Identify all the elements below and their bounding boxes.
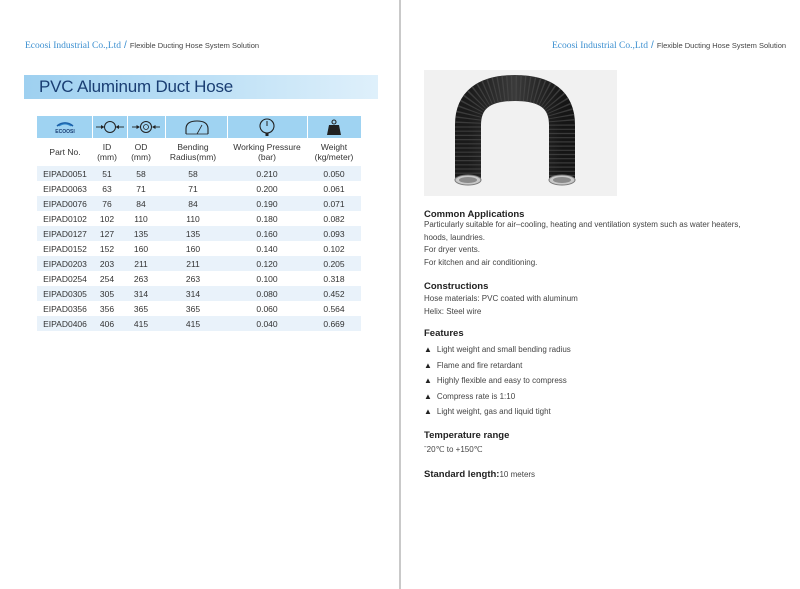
- cell-wt: 0.050: [323, 168, 345, 179]
- table-row: [37, 241, 361, 256]
- table-row: [37, 316, 361, 331]
- col-weight-label: Weight: [320, 142, 348, 152]
- col-part-no-label: Part No.: [49, 147, 81, 157]
- cell-od: 58: [136, 168, 146, 179]
- table-row: [37, 211, 361, 226]
- company-name: Ecoosi Industrial Co.,Ltd: [25, 41, 122, 51]
- left-page: [0, 0, 399, 589]
- cell-part: EIPAD0102: [43, 213, 87, 224]
- cell-wp: 0.080: [256, 288, 278, 299]
- cell-wt: 0.452: [323, 288, 345, 299]
- cell-id: 203: [99, 258, 115, 269]
- feature-text: Compress rate is 1:10: [436, 391, 516, 401]
- header-tagline: Flexible Ducting Hose System Solution: [656, 41, 787, 50]
- cell-bend: 84: [188, 198, 198, 209]
- applications-line: Particularly suitable for air–cooling, heating and ventilation system such as water heaters,: [424, 220, 741, 229]
- cell-part: EIPAD0152: [43, 243, 87, 254]
- table-row: [37, 166, 361, 181]
- triangle-bullet-icon: ▲: [424, 360, 432, 370]
- col-id-label: ID: [102, 142, 112, 152]
- cell-id: 152: [99, 243, 115, 254]
- product-photo: [424, 70, 617, 196]
- constructions-line: Hose materials: PVC coated with aluminum: [424, 294, 578, 303]
- temperature-title: Temperature range: [424, 430, 510, 441]
- brand-mark-text: ECOOSI: [54, 129, 75, 135]
- cell-id: 356: [99, 303, 115, 314]
- feature-text: Highly flexible and easy to compress: [436, 376, 567, 386]
- feature-text: Flame and fire retardant: [436, 360, 523, 370]
- cell-wp: 0.180: [256, 213, 278, 224]
- feature-text: Light weight and small bending radius: [436, 345, 571, 355]
- header-tagline: Flexible Ducting Hose System Solution: [129, 41, 260, 50]
- applications-line: For dryer vents.: [424, 245, 481, 254]
- cell-wp: 0.100: [256, 273, 278, 284]
- cell-od: 365: [133, 303, 149, 314]
- cell-bend: 263: [185, 273, 201, 284]
- col-weight-unit: (kg/meter): [314, 152, 354, 162]
- table-row: [37, 301, 361, 316]
- cell-wp: 0.190: [256, 198, 278, 209]
- cell-wp: 0.160: [256, 228, 278, 239]
- list-item: [424, 404, 571, 420]
- column-header-row: [37, 138, 361, 166]
- applications-line: hoods, laundries.: [424, 232, 485, 242]
- col-bending-radius: [165, 138, 227, 166]
- weight-icon: [308, 116, 361, 138]
- cell-od: 211: [134, 258, 148, 269]
- triangle-bullet-icon: ▲: [424, 391, 432, 401]
- constructions-text: [424, 293, 794, 318]
- cell-wp: 0.040: [256, 318, 278, 329]
- standard-length: [424, 469, 535, 480]
- icon-header-row: [37, 116, 361, 138]
- triangle-bullet-icon: ▲: [424, 407, 432, 417]
- col-working-pressure: [227, 138, 307, 166]
- cell-bend: 365: [185, 303, 201, 314]
- header-divider: /: [124, 40, 127, 51]
- title-banner: [24, 75, 378, 99]
- company-name: Ecoosi Industrial Co.,Ltd: [552, 41, 649, 51]
- constructions-line: Helix: Steel wire: [424, 306, 482, 316]
- cell-od: 135: [133, 228, 149, 239]
- standard-length-label: Standard length:: [424, 469, 500, 480]
- cell-wp: 0.200: [256, 183, 278, 194]
- col-id: [93, 138, 127, 166]
- header-divider: /: [651, 40, 654, 51]
- col-pressure-unit: (bar): [258, 152, 276, 162]
- cell-wt: 0.318: [323, 273, 345, 284]
- triangle-bullet-icon: ▲: [424, 376, 432, 386]
- cell-id: 305: [99, 288, 115, 299]
- cell-wt: 0.071: [323, 198, 345, 209]
- cell-wp: 0.120: [256, 258, 278, 269]
- cell-id: 51: [102, 168, 112, 179]
- cell-wp: 0.210: [256, 168, 278, 179]
- cell-wp: 0.060: [256, 303, 278, 314]
- applications-text: [424, 219, 794, 269]
- applications-line: For kitchen and air conditioning.: [424, 257, 538, 267]
- col-id-unit: (mm): [97, 152, 117, 162]
- page-title: PVC Aluminum Duct Hose: [39, 77, 234, 96]
- bending-radius-icon: [166, 116, 227, 138]
- features-list: [424, 342, 571, 420]
- cell-id: 127: [99, 228, 115, 239]
- cell-part: EIPAD0305: [43, 288, 87, 299]
- cell-od: 415: [133, 318, 149, 329]
- spec-table: [37, 116, 361, 331]
- table-row: [37, 196, 361, 211]
- standard-length-value: 10 meters: [499, 470, 536, 479]
- cell-bend: 71: [188, 183, 198, 194]
- cell-part: EIPAD0254: [43, 273, 87, 284]
- list-item: [424, 342, 571, 358]
- cell-od: 160: [133, 243, 149, 254]
- col-od-unit: (mm): [131, 152, 151, 162]
- cell-wp: 0.140: [256, 243, 278, 254]
- col-part-no: [37, 138, 93, 166]
- temperature-value: ˉ20℃ to +150℃: [424, 445, 483, 454]
- cell-part: EIPAD0127: [43, 228, 87, 239]
- cell-wt: 0.669: [323, 318, 345, 329]
- features-title: Features: [424, 328, 464, 339]
- right-header: [552, 40, 786, 51]
- cell-id: 406: [99, 318, 115, 329]
- cell-wt: 0.082: [323, 213, 345, 224]
- list-item: [424, 358, 571, 374]
- cell-id: 254: [99, 273, 115, 284]
- table-row: [37, 256, 361, 271]
- inner-diameter-icon: [93, 116, 126, 138]
- cell-part: EIPAD0203: [43, 258, 87, 269]
- cell-wt: 0.093: [323, 228, 345, 239]
- cell-bend: 211: [186, 258, 200, 269]
- cell-part: EIPAD0076: [43, 198, 87, 209]
- constructions-title: Constructions: [424, 281, 489, 292]
- cell-part: EIPAD0356: [43, 303, 87, 314]
- col-od: [127, 138, 165, 166]
- col-bending-label: Bending: [177, 142, 209, 152]
- cell-od: 263: [133, 273, 149, 284]
- table-row: [37, 181, 361, 196]
- applications-title: Common Applications: [424, 209, 525, 220]
- left-header: [25, 40, 259, 51]
- cell-bend: 135: [185, 228, 201, 239]
- feature-text: Light weight, gas and liquid tight: [436, 407, 551, 417]
- cell-bend: 110: [186, 213, 200, 224]
- list-item: [424, 373, 571, 389]
- cell-wt: 0.205: [323, 258, 345, 269]
- cell-part: EIPAD0406: [43, 318, 87, 329]
- table-row: [37, 286, 361, 301]
- cell-wt: 0.564: [323, 303, 345, 314]
- table-row: [37, 271, 361, 286]
- col-bending-unit: Radius(mm): [169, 152, 217, 162]
- cell-id: 102: [99, 213, 115, 224]
- triangle-bullet-icon: ▲: [424, 345, 432, 355]
- brand-logo-icon: [37, 116, 92, 138]
- cell-od: 71: [136, 183, 146, 194]
- pressure-gauge-icon: [228, 116, 307, 138]
- cell-bend: 314: [185, 288, 201, 299]
- col-weight: [307, 138, 361, 166]
- cell-od: 84: [136, 198, 146, 209]
- cell-id: 76: [102, 198, 112, 209]
- table-body: [37, 166, 361, 331]
- cell-part: EIPAD0063: [43, 183, 87, 194]
- cell-part: EIPAD0051: [43, 168, 87, 179]
- cell-od: 314: [133, 288, 149, 299]
- cell-bend: 160: [185, 243, 201, 254]
- cell-od: 110: [134, 213, 148, 224]
- outer-diameter-icon: [128, 116, 165, 138]
- cell-id: 63: [102, 183, 112, 194]
- cell-bend: 415: [185, 318, 201, 329]
- col-pressure-label: Working Pressure: [233, 142, 301, 152]
- col-od-label: OD: [134, 142, 148, 152]
- cell-wt: 0.102: [323, 243, 345, 254]
- table-row: [37, 226, 361, 241]
- cell-bend: 58: [188, 168, 198, 179]
- list-item: [424, 389, 571, 405]
- cell-wt: 0.061: [323, 183, 345, 194]
